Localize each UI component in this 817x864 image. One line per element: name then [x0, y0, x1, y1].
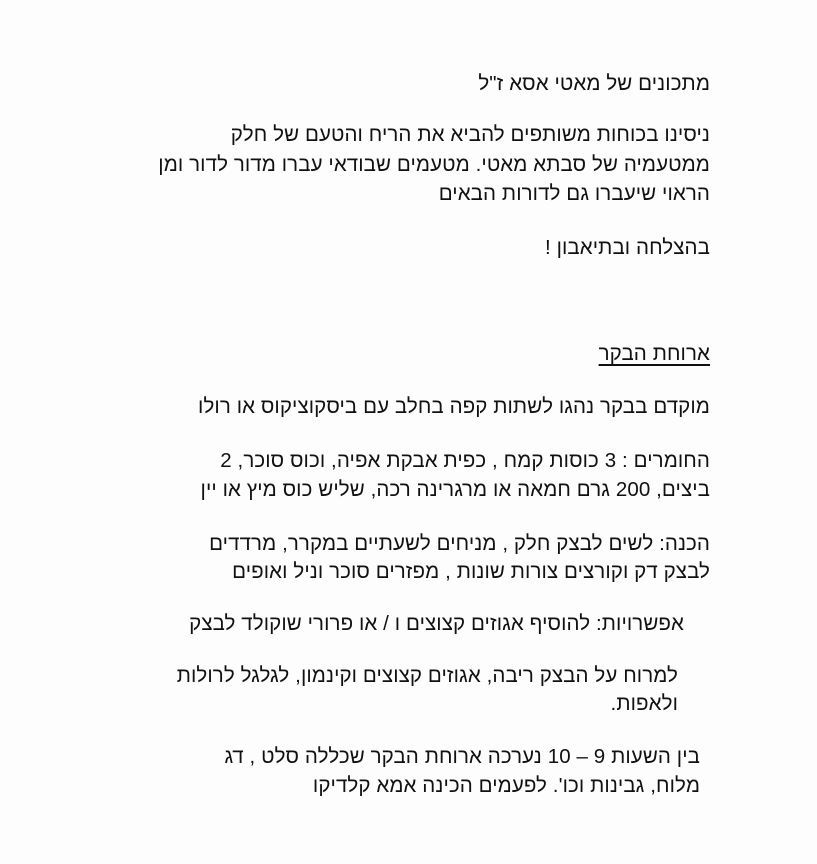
intro-line-1: ניסינו בכוחות משותפים להביא את הריח והטעם של חלק — [230, 123, 710, 146]
greeting-line: בהצלחה ובתיאבון ! — [544, 236, 710, 259]
spread-line-1: למרוח על הבצק ריבה, אגוזים קצוצים וקינמון, לגלגל לרולות — [176, 664, 678, 687]
brunch-line-1: בין השעות 9 – 10 נערכה ארוחת הבקר שכללה סלט , דג — [224, 745, 700, 768]
spread-line-2: ולאפות. — [610, 692, 678, 715]
intro-line-3: הראוי שיעברו גם לדורות הבאים — [438, 182, 710, 205]
brunch-line-2: מלוח, גבינות וכו'. לפעמים הכינה אמא קלדיקו — [312, 774, 700, 797]
options-line: אפשרויות: להוסיף אגוזים קצוצים ו / או פרורי שוקולד לבצק — [189, 612, 684, 635]
coffee-line: מוקדם בבקר נהגו לשתות קפה בחלב עם ביסקוציקוס או רולו — [198, 395, 710, 418]
intro-line-2: ממטעמיה של סבתא מאטי. מטעמים שבודאי עברו מדור לדור ומן — [158, 153, 710, 176]
section-heading-breakfast: ארוחת הבקר — [598, 342, 710, 365]
preparation-line-1: הכנה: לשים לבצק חלק , מניחים לשעתיים במקרר, מרדדים — [209, 532, 710, 555]
ingredients-line-2: ביצים, 200 גרם חמאה או מרגרינה רכה, שליש כוס מיץ או יין — [200, 478, 710, 501]
preparation-line-2: לבצק דק וקורצים צורות שונות , מפזרים סוכר וניל ואופים — [232, 560, 710, 583]
ingredients-line-1: החומרים : 3 כוסות קמח , כפית אבקת אפיה, וכוס סוכר, 2 — [220, 449, 710, 472]
document-title: מתכונים של מאטי אסא ז"ל — [478, 72, 710, 95]
